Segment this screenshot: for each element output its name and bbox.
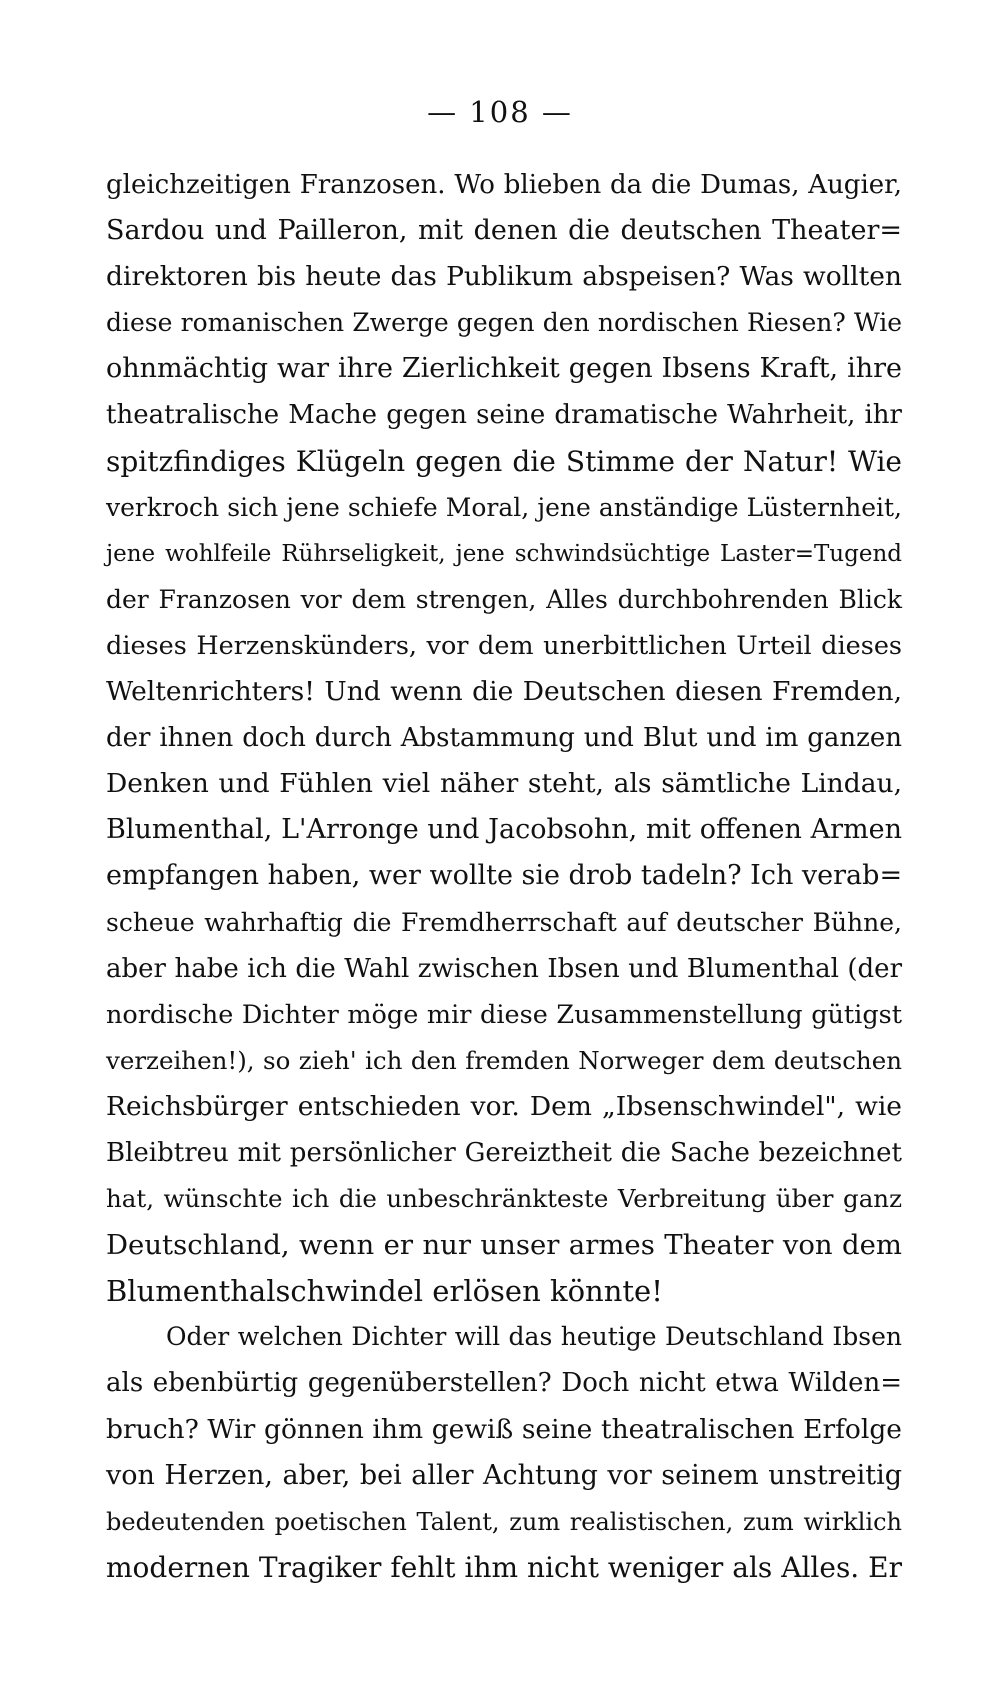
text-line: aber habe ich die Wahl zwischen Ibsen und Blumenthal (der — [106, 953, 902, 984]
text-line: verzeihen!), so zieh' ich den fremden Norweger dem deutschen — [106, 1045, 902, 1075]
text-line: modernen Tragiker fehlt ihm nicht weniger als Alles. Er — [106, 1550, 902, 1584]
text-line: Blumenthalschwindel erlösen könnte! — [106, 1274, 663, 1309]
text-line: diese romanischen Zwerge gegen den nordischen Riesen? Wie — [106, 308, 902, 338]
page-number-header: — 108 — — [427, 95, 573, 129]
text-line: nordische Dichter möge mir diese Zusammenstellung gütigst — [106, 999, 902, 1030]
text-line: der Franzosen vor dem strengen, Alles durchbohrenden Blick — [106, 584, 902, 614]
text-line: spitzfindiges Klügeln gegen die Stimme der Natur! Wie — [106, 444, 902, 478]
text-line: bedeutenden poetischen Talent, zum realistischen, zum wirklich — [106, 1507, 902, 1536]
text-line: direktoren bis heute das Publikum abspeisen? Was wollten — [106, 261, 902, 293]
text-line: der ihnen doch durch Abstammung und Blut und im ganzen — [106, 723, 902, 754]
text-line: dieses Herzenskünders, vor dem unerbittlichen Urteil dieses — [106, 630, 902, 661]
text-line: gleichzeitigen Franzosen. Wo blieben da die Dumas, Augier, — [106, 170, 902, 200]
text-line: Blumenthal, L'Arronge und Jacobsohn, mit offenen Armen — [106, 814, 902, 846]
text-line: Deutschland, wenn er nur unser armes Theater von dem — [106, 1229, 902, 1262]
text-line: theatralische Mache gegen seine dramatische Wahrheit, ihr — [106, 400, 902, 431]
text-line: Reichsbürger entschieden vor. Dem „Ibsenschwindel", wie — [106, 1090, 902, 1122]
body-text — [106, 162, 902, 1591]
text-line: Oder welchen Dichter will das heutige Deutschland Ibsen — [166, 1322, 902, 1352]
text-line: als ebenbürtig gegenüberstellen? Doch nicht etwa Wilden= — [106, 1368, 902, 1399]
text-line: Bleibtreu mit persönlicher Gereiztheit die Sache bezeichnet — [106, 1137, 902, 1168]
text-line: jene wohlfeile Rührseligkeit, jene schwindsüchtige Laster=Tugend — [106, 540, 902, 567]
text-line: Denken und Fühlen viel näher steht, als sämtliche Lindau, — [106, 768, 902, 800]
text-line: scheue wahrhaftig die Fremdherrschaft auf deutscher Bühne, — [106, 907, 902, 937]
text-line: empfangen haben, wer wollte sie drob tadeln? Ich verab= — [106, 860, 903, 892]
text-line: hat, wünschte ich die unbeschränkteste Verbreitung über ganz — [106, 1184, 902, 1214]
text-line: Weltenrichters! Und wenn die Deutschen diesen Fremden, — [106, 676, 902, 708]
text-line: Sardou und Pailleron, mit denen die deutschen Theater= — [106, 215, 902, 247]
text-line: ohnmächtig war ihre Zierlichkeit gegen Ibsens Kraft, ihre — [106, 353, 902, 385]
text-line: von Herzen, aber, bei aller Achtung vor seinem unstreitig — [106, 1459, 902, 1491]
text-line: verkroch sich jene schiefe Moral, jene anständige Lüsternheit, — [106, 492, 902, 522]
text-line: bruch? Wir gönnen ihm gewiß seine theatralischen Erfolge — [106, 1413, 902, 1445]
